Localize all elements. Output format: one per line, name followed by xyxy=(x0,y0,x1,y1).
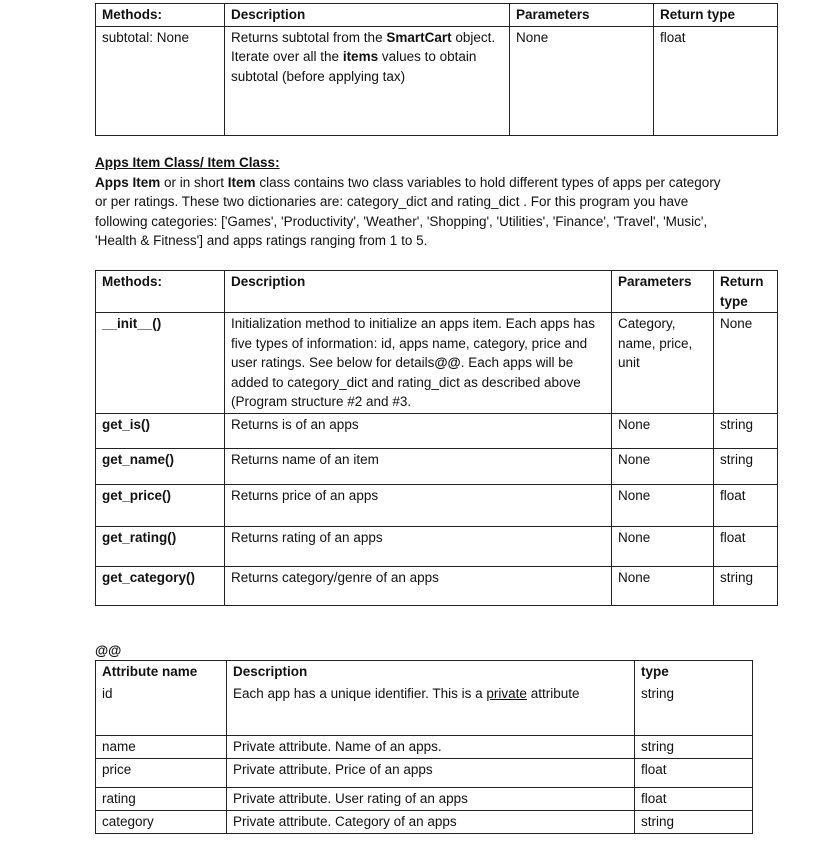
table-row xyxy=(96,484,778,526)
method-description: Returns is of an apps xyxy=(225,413,612,448)
method-return-type: None xyxy=(714,313,778,414)
method-parameters: None xyxy=(510,26,654,135)
method-description: Returns price of an apps xyxy=(225,484,612,526)
method-return-type: string xyxy=(714,448,778,484)
methods-table-apps-item xyxy=(95,270,778,606)
method-name: __init__() xyxy=(96,313,225,414)
table-header-row xyxy=(96,271,778,313)
method-name: get_name() xyxy=(96,448,225,484)
method-parameters: None xyxy=(612,448,714,484)
col-header-return-type: Return type xyxy=(654,4,778,27)
table-row xyxy=(96,758,753,787)
attributes-table xyxy=(95,660,753,834)
table-row xyxy=(96,566,778,605)
method-description: Returns subtotal from the SmartCart object. Iterate over all the items values to obtain subtotal (before applying tax) xyxy=(225,26,510,135)
apps-item-section xyxy=(95,153,735,251)
col-header-description: Description xyxy=(225,271,612,313)
method-description: Initialization method to initialize an apps item. Each apps has five types of information: id, apps name, category, price and user ratings. See below for details@@. Each apps will be added to category_dict and rating_dict as described above (Program structure #2 and #3. xyxy=(225,313,612,414)
method-name: subtotal: None xyxy=(96,26,225,135)
attribute-description: Private attribute. User rating of an apps xyxy=(227,787,635,810)
attribute-type: string xyxy=(635,810,753,833)
method-name: get_is() xyxy=(96,413,225,448)
method-parameters: None xyxy=(612,526,714,566)
method-name: get_category() xyxy=(96,566,225,605)
col-header-parameters: Parameters xyxy=(510,4,654,27)
col-header-attribute-name: Attribute name xyxy=(96,661,227,683)
col-header-methods: Methods: xyxy=(96,271,225,313)
section-heading: Apps Item Class/ Item Class: xyxy=(95,155,280,170)
attribute-type: string xyxy=(635,683,753,736)
table-row xyxy=(96,313,778,414)
method-parameters: None xyxy=(612,566,714,605)
attribute-name: rating xyxy=(96,787,227,810)
col-header-type: type xyxy=(635,661,753,683)
method-return-type: float xyxy=(714,484,778,526)
method-name: get_rating() xyxy=(96,526,225,566)
col-header-return-type: Return type xyxy=(714,271,778,313)
attribute-description: Private attribute. Price of an apps xyxy=(227,758,635,787)
attribute-type: string xyxy=(635,736,753,759)
table-row xyxy=(96,736,753,759)
attribute-description: Private attribute. Category of an apps xyxy=(227,810,635,833)
table-row xyxy=(96,810,753,833)
col-header-methods: Methods: xyxy=(96,4,225,27)
col-header-description: Description xyxy=(227,661,635,683)
attribute-name: name xyxy=(96,736,227,759)
table-header-row xyxy=(96,4,778,27)
methods-table-smartcart xyxy=(95,3,778,136)
method-name: get_price() xyxy=(96,484,225,526)
method-description: Returns name of an item xyxy=(225,448,612,484)
attribute-type: float xyxy=(635,787,753,810)
method-return-type: string xyxy=(714,566,778,605)
table-row xyxy=(96,683,753,736)
table-row xyxy=(96,448,778,484)
attribute-name: price xyxy=(96,758,227,787)
table-row xyxy=(96,787,753,810)
attribute-name: category xyxy=(96,810,227,833)
col-header-parameters: Parameters xyxy=(612,271,714,313)
table-header-row xyxy=(96,661,753,683)
attribute-footnote-marker: @@ xyxy=(95,643,122,658)
method-return-type: float xyxy=(654,26,778,135)
table-row xyxy=(96,526,778,566)
table-row xyxy=(96,413,778,448)
method-description: Returns rating of an apps xyxy=(225,526,612,566)
method-parameters: None xyxy=(612,413,714,448)
method-parameters: Category, name, price, unit xyxy=(612,313,714,414)
method-return-type: string xyxy=(714,413,778,448)
method-description: Returns category/genre of an apps xyxy=(225,566,612,605)
attribute-name: id xyxy=(96,683,227,736)
method-return-type: float xyxy=(714,526,778,566)
attribute-description: Each app has a unique identifier. This is a private attribute xyxy=(227,683,635,736)
col-header-description: Description xyxy=(225,4,510,27)
attribute-type: float xyxy=(635,758,753,787)
method-parameters: None xyxy=(612,484,714,526)
table-row xyxy=(96,26,778,135)
attribute-description: Private attribute. Name of an apps. xyxy=(227,736,635,759)
section-paragraph: Apps Item or in short Item class contains two class variables to hold different types of apps per category or per ratings. These two dictionaries are: category_dict and rating_dict . For this program you have following categories: ['Games', 'Productivity', 'Weather', 'Shopping', 'Utilities', 'Finance', 'Travel', 'Music', 'Health & Fitness'] and apps ratings ranging from 1 to 5. xyxy=(95,174,721,249)
